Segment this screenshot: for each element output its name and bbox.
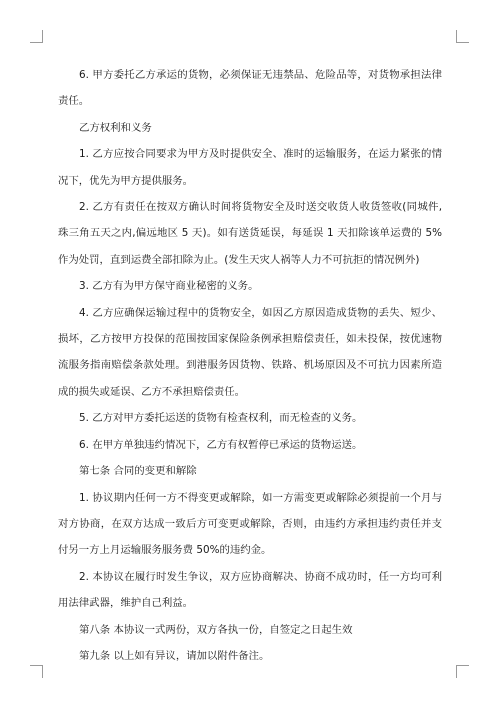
clause-carrier-inspection: 5. 乙方对甲方委托运送的货物有检查权利，而无检查的义务。 [79,412,363,425]
clause-dispute-resolution: 2. 本协议在履行时发生争议，双方应协商解决、协商不成功时，任一方均可利用法律武器，维护自己利益。 [58,570,442,610]
clause-carrier-delivery-delay: 2. 乙方有责任在按双方确认时间将货物安全及时送交收货人收货签收(同城件,珠三角五天之内,偏远地区 5 天)。如有送货延误，每延误 1 天扣除该单运费的 5%作为处罚，直到运费全部扣除为止。(发生天灾人祸等人力不可抗拒的情况例外) [58,201,442,266]
article-8: 第八条 本协议一式两份，双方各执一份，自签定之日起生效 [79,623,353,636]
clause-contract-change: 1. 协议期内任何一方不得变更或解除，如一方需变更或解除必须提前一个月与对方协商，在双方达成一致后方可变更或解除，否则，由违约方承担违约责任并支付另一方上月运输服务服务费 50%的违约金。 [58,491,442,557]
document-body [58,62,442,669]
crop-mark-bottom-right [456,665,469,678]
clause-carrier-goods-safety: 4. 乙方应确保运输过程中的货物安全，如因乙方原因造成货物的丢失、短少、损坏，乙方按甲方投保的范围按国家保险条例承担赔偿责任，如未投保，按优速物流服务指南赔偿条款处理。到港服务因货物、铁路、机场原因及不可抗力因素所造成的损失或延误、乙方不承担赔偿责任。 [58,306,442,398]
clause-carrier-confidentiality: 3. 乙方有为甲方保守商业秘密的义务。 [79,280,259,293]
section-heading-carrier-rights: 乙方权利和义务 [79,121,152,134]
clause-shipper-goods-guarantee: 6. 甲方委托乙方承运的货物，必须保证无违禁品、危险品等，对货物承担法律责任。 [58,69,442,108]
clause-carrier-suspend: 6. 在甲方单独违约情况下，乙方有权暂停已承运的货物运送。 [79,438,363,451]
article-9: 第九条 以上如有异议，请加以附件备注。 [79,649,270,662]
crop-mark-top-right [456,30,469,43]
crop-mark-bottom-left [30,665,43,678]
article-7-heading: 第七条 合同的变更和解除 [79,465,197,478]
clause-carrier-timely-service: 1. 乙方应按合同要求为甲方及时提供安全、准时的运输服务，在运力紧张的情况下，优先为甲方提供服务。 [58,148,442,187]
crop-mark-top-left [30,30,43,43]
